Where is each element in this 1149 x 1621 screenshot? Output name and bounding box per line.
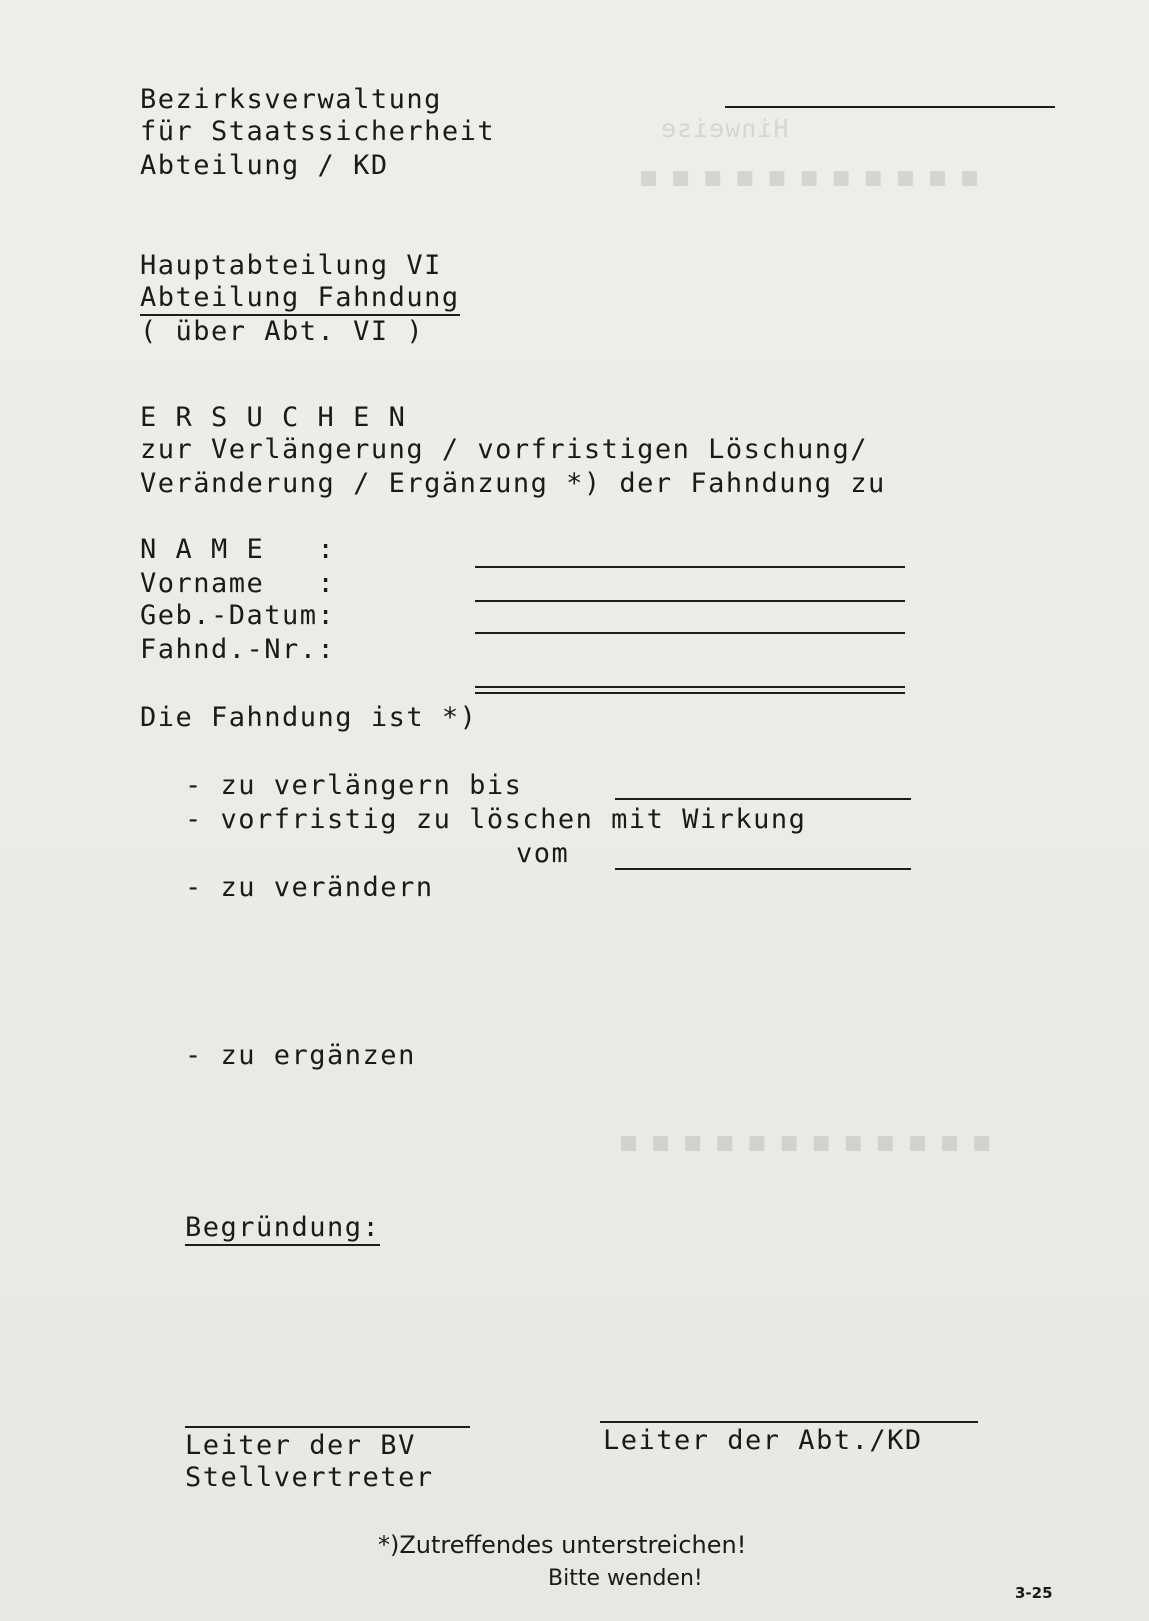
option-delete-from: vom bbox=[516, 838, 570, 869]
option-supplement[interactable]: - zu ergänzen bbox=[185, 1040, 416, 1071]
option-change[interactable]: - zu verändern bbox=[185, 872, 434, 903]
left-signature-line-1: Leiter der BV bbox=[185, 1430, 416, 1461]
fahndung-number-field[interactable] bbox=[475, 686, 905, 688]
reference-number-line bbox=[725, 106, 1055, 108]
right-signature-line[interactable] bbox=[600, 1421, 978, 1423]
form-page: Hinweise ■ ■ ■ ■ ■ ■ ■ ■ ■ ■ ■ ■ ■ ■ ■ ■ ■ ■ ■ ■ ■ ■ ■ Bezirksverwaltung für Staatssicherheit Abteilung / KD Hauptabteilung VI Abteilung Fahndung ( über Abt. VI ) E R S U C H E N zur Verlängerung / vorfristigen Löschung/ Veränderung / Ergänzung *) der Fahndung zu N A M E : Vorname : Geb.-Datum: Fahnd.-Nr.: Die Fahndung ist *) - zu verlängern bis - vorfristig zu löschen mit Wirkung vom - zu verändern - zu ergänzen Begründung: Leiter der BV Stellvertreter Leiter der Abt./KD *)Zutreffendes unterstreichen! Bitte wenden! 3-25 bbox=[0, 0, 1149, 1621]
left-signature-line-2: Stellvertreter bbox=[185, 1462, 434, 1493]
request-line-2: Veränderung / Ergänzung *) der Fahndung zu bbox=[140, 468, 886, 499]
reason-label: Begründung: bbox=[185, 1212, 380, 1246]
vorname-label: Vorname : bbox=[140, 568, 336, 599]
sender-line-1: Bezirksverwaltung bbox=[140, 84, 442, 115]
birthdate-field[interactable] bbox=[475, 632, 905, 634]
option-delete[interactable]: - vorfristig zu löschen mit Wirkung bbox=[185, 804, 807, 835]
fahndung-number-label: Fahnd.-Nr.: bbox=[140, 634, 336, 665]
extend-until-field[interactable] bbox=[615, 798, 911, 800]
request-title: E R S U C H E N bbox=[140, 402, 407, 433]
name-label: N A M E : bbox=[140, 534, 336, 565]
footer-note: *)Zutreffendes unterstreichen! bbox=[378, 1531, 747, 1559]
left-signature-line[interactable] bbox=[185, 1426, 470, 1428]
vorname-field[interactable] bbox=[475, 600, 905, 602]
request-line-1: zur Verlängerung / vorfristigen Löschung/ bbox=[140, 434, 868, 465]
recipient-line-1: Hauptabteilung VI bbox=[140, 250, 442, 281]
options-intro: Die Fahndung ist *) bbox=[140, 702, 478, 733]
sender-line-3: Abteilung / KD bbox=[140, 150, 389, 181]
option-extend[interactable]: - zu verlängern bis bbox=[185, 770, 523, 801]
sender-line-2: für Staatssicherheit bbox=[140, 116, 496, 147]
name-field[interactable] bbox=[475, 566, 905, 568]
recipient-line-3: ( über Abt. VI ) bbox=[140, 316, 425, 347]
delete-from-field[interactable] bbox=[615, 868, 911, 870]
birthdate-label: Geb.-Datum: bbox=[140, 600, 336, 631]
right-signature-label: Leiter der Abt./KD bbox=[603, 1425, 923, 1456]
recipient-line-2: Abteilung Fahndung bbox=[140, 282, 460, 316]
footer-turn-page: Bitte wenden! bbox=[548, 1566, 703, 1591]
fahndung-number-double-rule bbox=[475, 692, 905, 694]
page-number: 3-25 bbox=[1015, 1584, 1053, 1602]
